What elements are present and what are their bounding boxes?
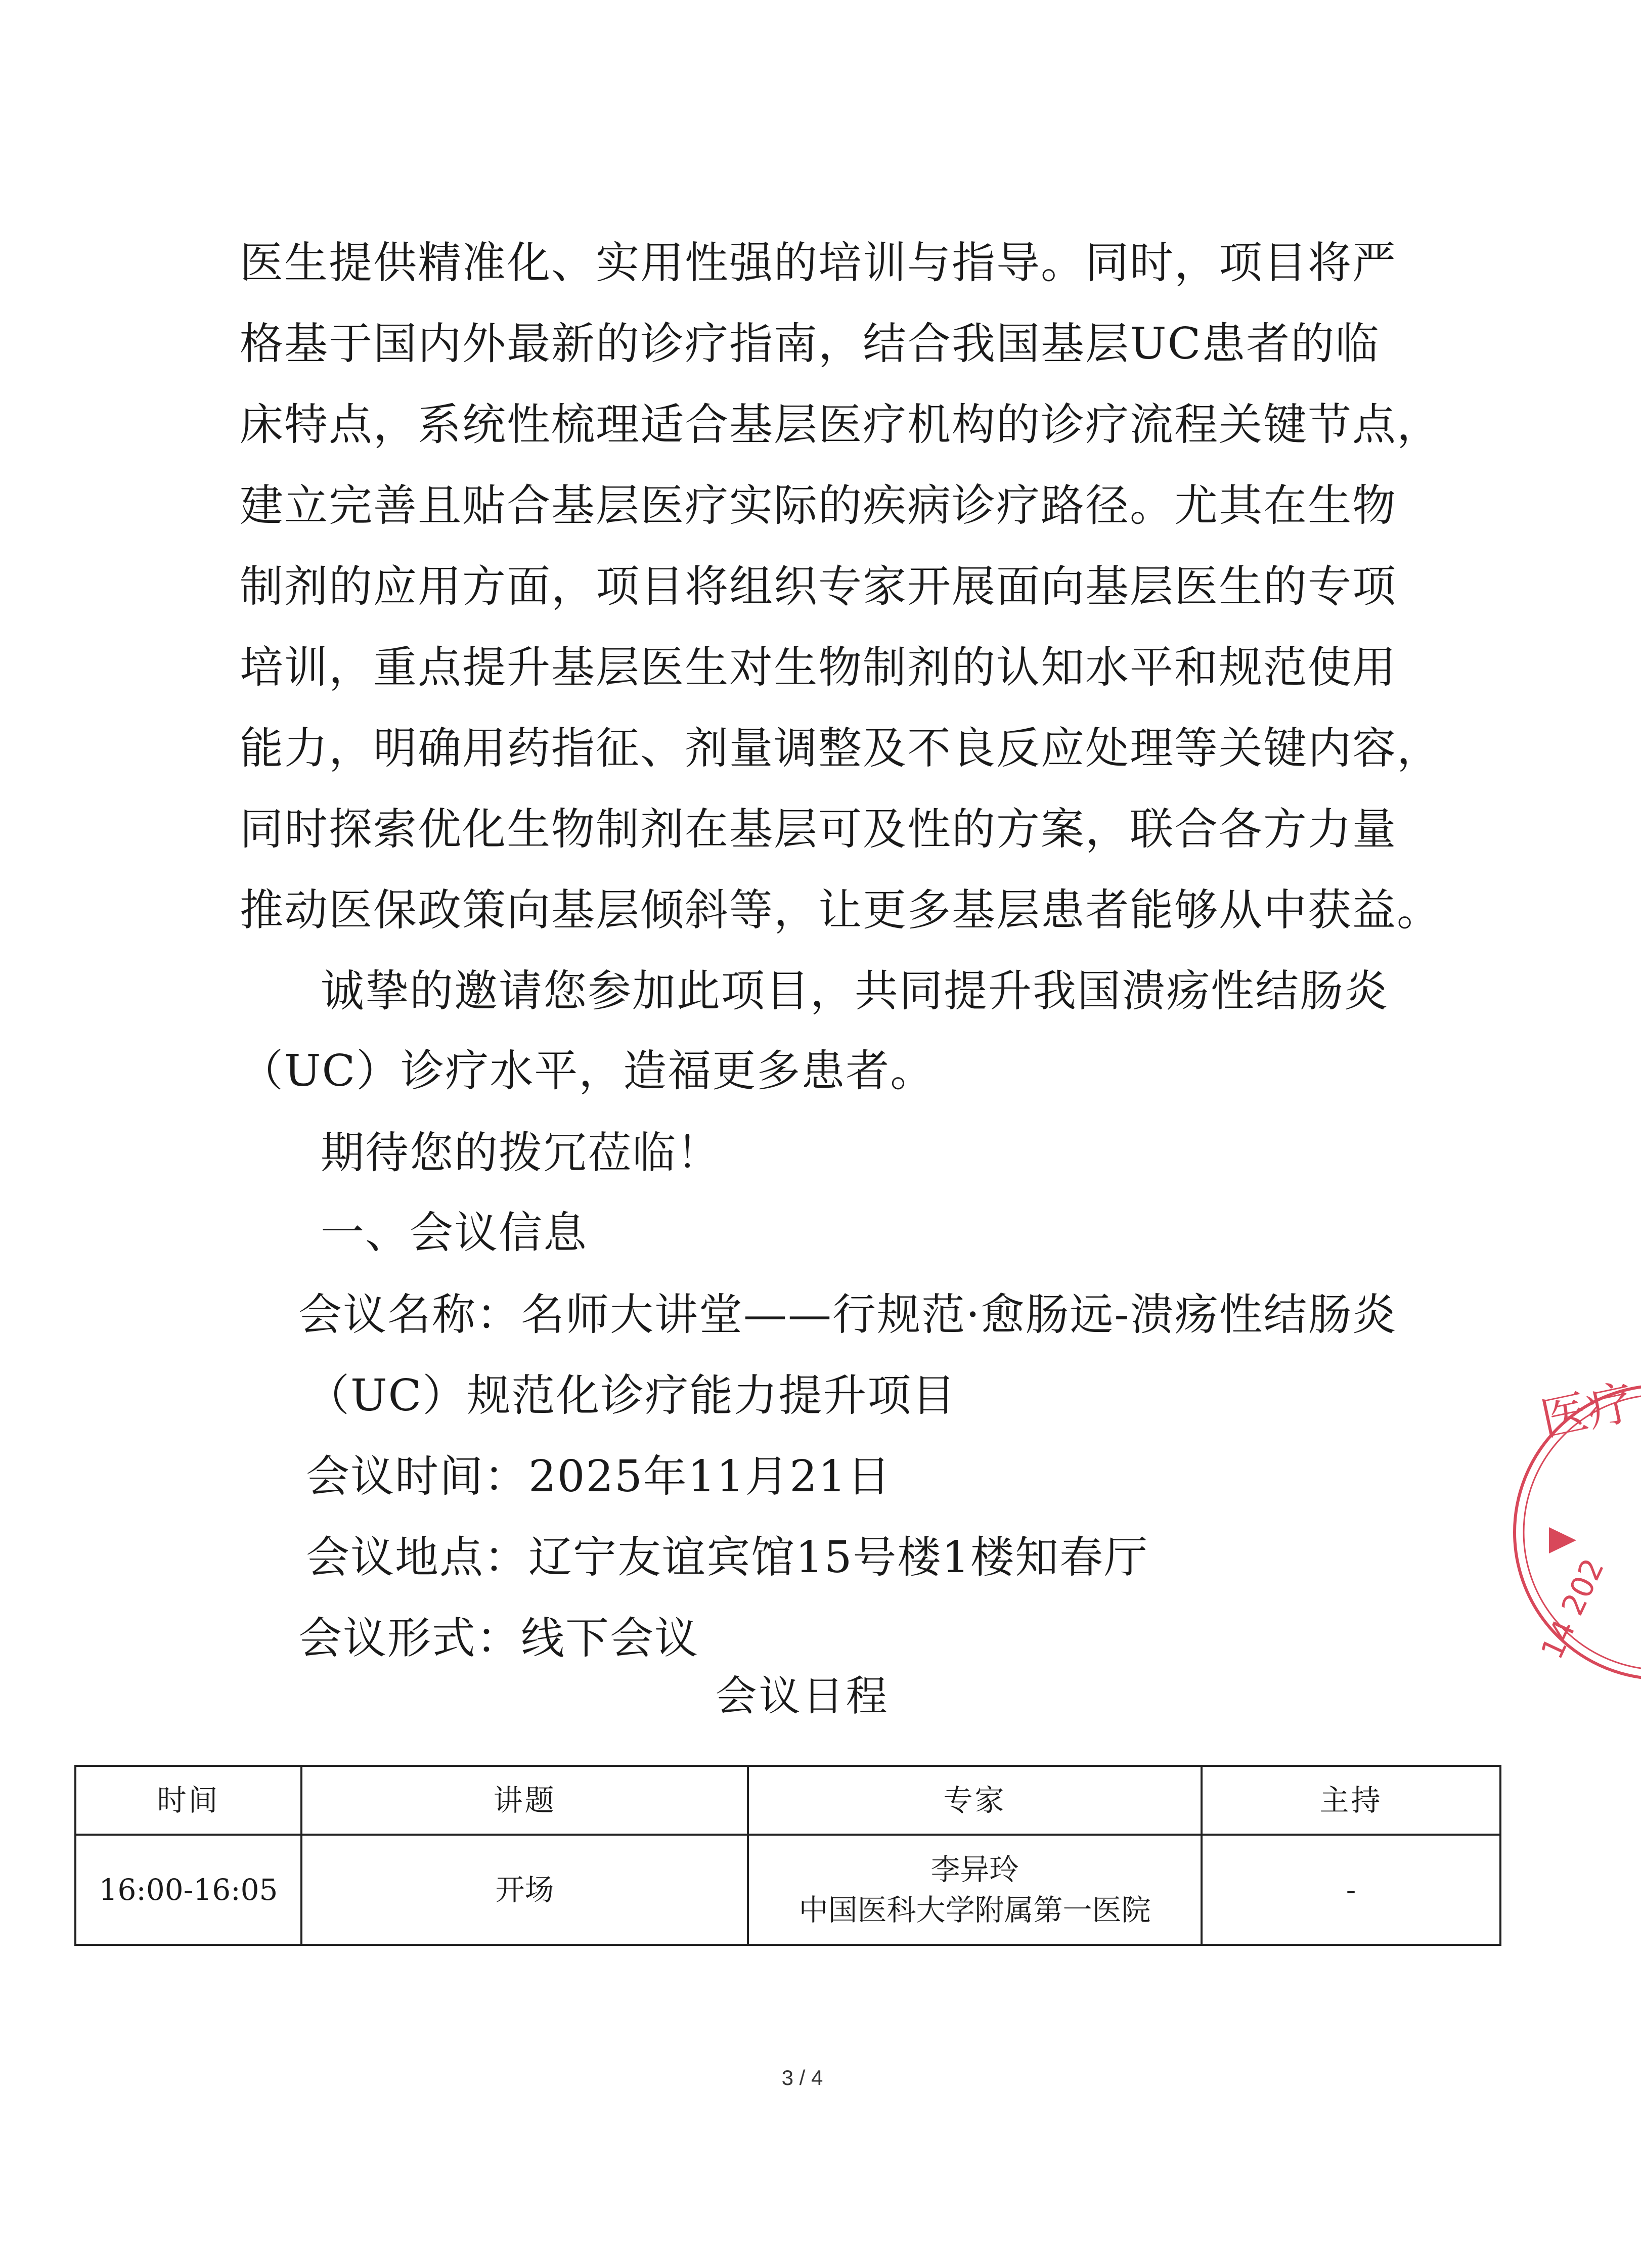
cell-expert xyxy=(748,1835,1202,1945)
invitation-line: 诚挚的邀请您参加此项目，共同提升我国溃疡性结肠炎 xyxy=(321,966,1389,1016)
schedule-title: 会议日程 xyxy=(715,1672,890,1720)
paragraph-line: 同时探索优化生物制剂在基层可及性的方案，联合各方力量 xyxy=(240,804,1397,855)
column-header-expert: 专家 xyxy=(748,1766,1202,1835)
meeting-name: 会议名称：名师大讲堂——行规范·愈肠远-溃疡性结肠炎 xyxy=(298,1289,1397,1340)
table-row xyxy=(75,1835,1500,1945)
table-header-row xyxy=(75,1766,1500,1835)
cell-topic: 开场 xyxy=(301,1835,748,1945)
invitation-line: （UC）诊疗水平，造福更多患者。 xyxy=(240,1046,935,1096)
column-header-host: 主持 xyxy=(1202,1766,1500,1835)
svg-text:医疗: 医疗 xyxy=(1536,1374,1638,1447)
paragraph-line: 推动医保政策向基层倾斜等，让更多基层患者能够从中获益。 xyxy=(240,885,1441,936)
meeting-format: 会议形式：线下会议 xyxy=(298,1613,699,1664)
paragraph-line: 制剂的应用方面，项目将组织专家开展面向基层医生的专项 xyxy=(240,561,1397,612)
paragraph-line: 能力，明确用药指征、剂量调整及不良反应处理等关键内容， xyxy=(240,723,1441,774)
paragraph-line: 格基于国内外最新的诊疗指南，结合我国基层UC患者的临 xyxy=(240,319,1380,369)
column-header-topic: 讲题 xyxy=(301,1766,748,1835)
cell-host: - xyxy=(1202,1835,1500,1945)
paragraph-line: 床特点，系统性梳理适合基层医疗机构的诊疗流程关键节点， xyxy=(240,399,1441,450)
section-heading: 一、会议信息 xyxy=(321,1208,588,1258)
page-number: 3 / 4 xyxy=(781,2066,823,2089)
schedule-table xyxy=(74,1765,1501,1946)
cell-time: 16:00-16:05 xyxy=(75,1835,301,1945)
closing-line: 期待您的拨冗莅临！ xyxy=(321,1128,721,1178)
expert-name: 李异玲 xyxy=(930,1852,1019,1887)
expert-organization: 中国医科大学附属第一医院 xyxy=(799,1893,1151,1927)
column-header-time: 时间 xyxy=(75,1766,301,1835)
paragraph-line: 建立完善且贴合基层医疗实际的疾病诊疗路径。尤其在生物 xyxy=(240,480,1397,531)
meeting-name-continued: （UC）规范化诊疗能力提升项目 xyxy=(306,1370,957,1421)
meeting-location: 会议地点：辽宁友谊宾馆15号楼1楼知春厅 xyxy=(306,1532,1149,1583)
paragraph-line: 培训，重点提升基层医生对生物制剂的认知水平和规范使用 xyxy=(240,642,1397,693)
paragraph-line: 医生提供精准化、实用性强的培训与指导。同时，项目将严 xyxy=(240,238,1397,288)
official-seal-stamp xyxy=(1530,1365,1641,1719)
svg-text:14 202: 14 202 xyxy=(1534,1553,1612,1665)
meeting-time: 会议时间：2025年11月21日 xyxy=(306,1451,892,1502)
